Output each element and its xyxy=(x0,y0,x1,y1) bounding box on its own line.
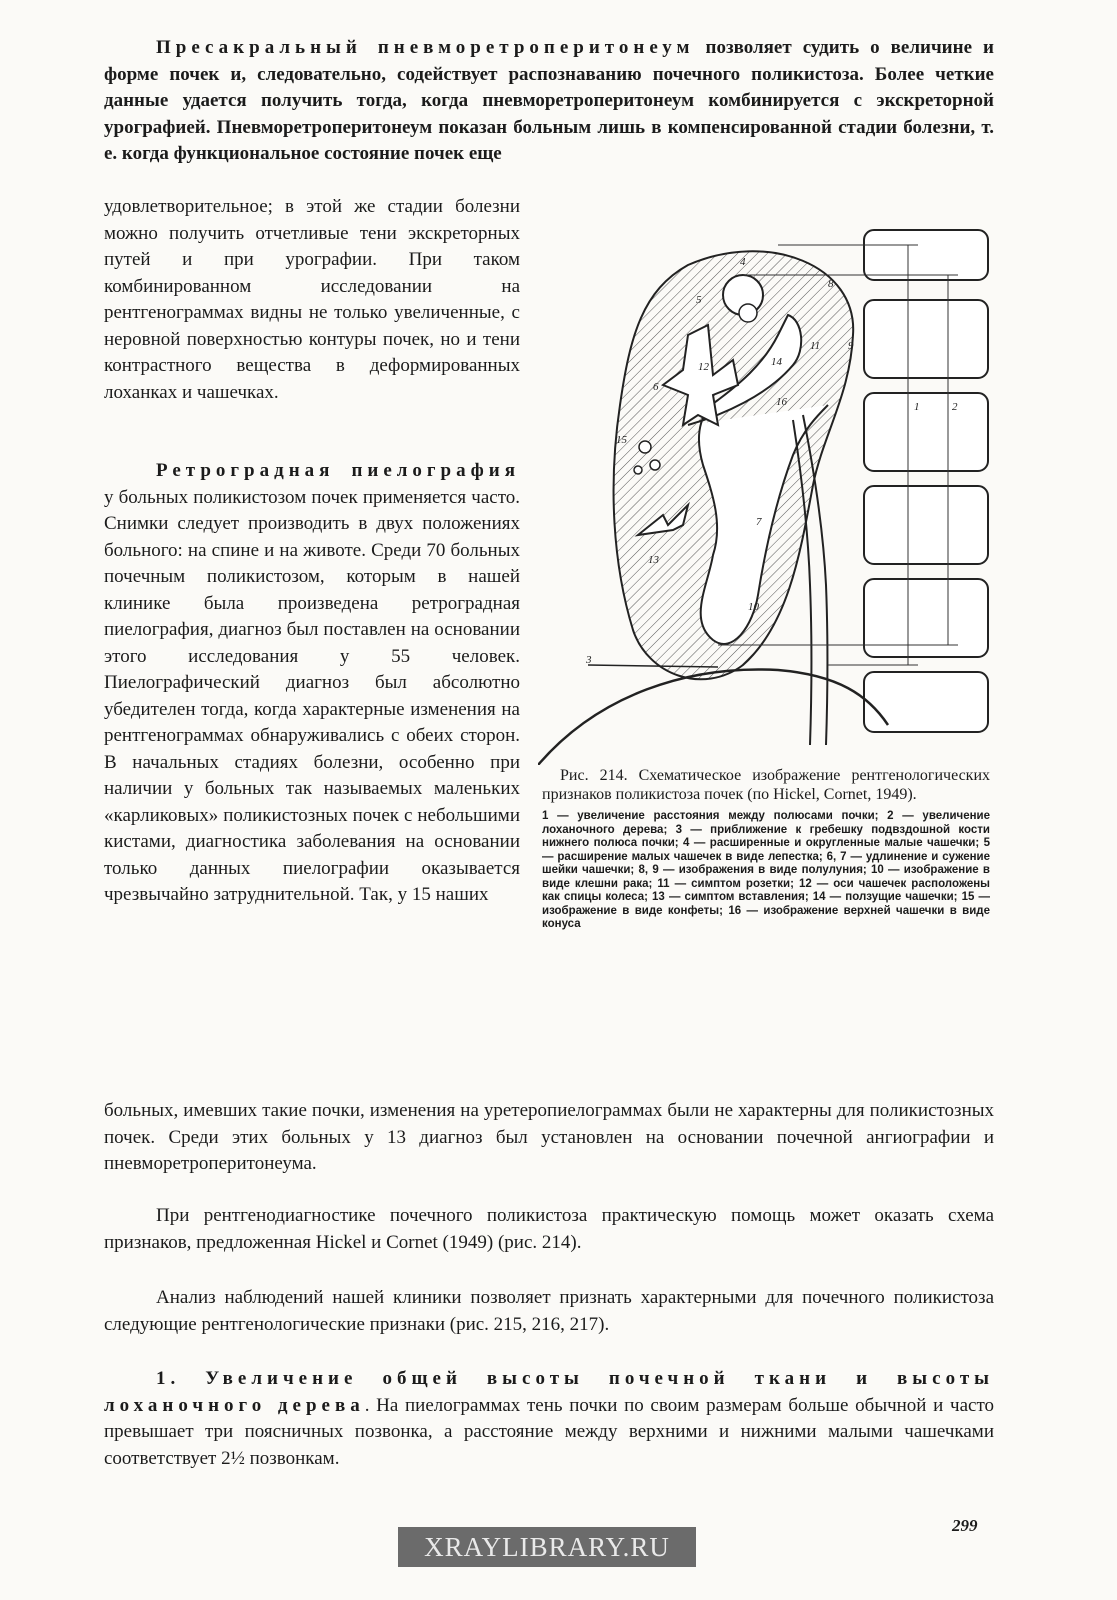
watermark: XRAYLIBRARY.RU xyxy=(398,1527,696,1567)
figure-label: 4 xyxy=(740,256,746,268)
figure-label: 10 xyxy=(748,601,759,613)
figure-label: 12 xyxy=(698,361,709,373)
spaced-term: Пресакральный пневморетроперитонеум xyxy=(156,37,695,58)
figure-label: 8 xyxy=(828,278,834,290)
page-number: 299 xyxy=(952,1516,978,1535)
iliac-crest xyxy=(538,669,888,765)
paragraph-hickel-scheme: При рентгенодиагностике почечного поликистоза практическую помощь может оказать схема признаков, предложенная Hickel и Cornet (1949) (рис. 214). xyxy=(104,1205,994,1253)
figure-label: 13 xyxy=(648,554,659,566)
paragraph-clinic-analysis: Анализ наблюдений нашей клиники позволяет признать характерными для почечного поликистоза следующие рентгенологические признаки (рис. 215, 216, 217). xyxy=(104,1287,994,1335)
figure-label: 3 xyxy=(586,654,592,666)
figure-label: 14 xyxy=(771,356,782,368)
figure-label: 7 xyxy=(756,516,762,528)
paragraph-pneumoretroperitoneum xyxy=(104,35,994,168)
paragraph-urography: удовлетворительное; в этой же стадии болезни можно получить отчетливые тени экскреторных путей и при урографии. При таком комбинированном исследовании на рентгенограммах видны не только увеличенные, с неровной поверхностью контуры почек, но и тени контрастного вещества в деформированных лоханках и чашечках. xyxy=(104,196,520,403)
kidney-schematic-figure xyxy=(538,225,1000,765)
caption-title: Рис. 214. Схематическое изображение рентгенологических признаков поликистоза почек (по Hickel, Cornet, 1949). xyxy=(542,767,990,803)
paragraph-retrograde-continued: больных, имевших такие почки, изменения на уретеропиелограммах были не характерны для поликистозных почек. Среди этих больных у 13 диагноз был установлен на основании почечной ангиографии и пневморетроперитонеума. xyxy=(104,1100,994,1174)
figure-label: 6 xyxy=(653,381,659,393)
figure-label: 16 xyxy=(776,396,787,408)
figure-label: 2 xyxy=(952,401,958,413)
figure-label: 9 xyxy=(848,340,854,352)
paragraph-text: позволяет судить о величине и форме почек и, следовательно, содействует распознаванию почечного поликистоза. Более четкие данные удается получить тогда, когда пневморетроперитонеум комбинируется с экскреторной урографией. Пневморетроперитонеум показан больным лишь в компенсированной стадии болезни, т. е. когда функциональное состояние почек еще xyxy=(104,37,994,164)
figure-caption xyxy=(542,766,990,932)
paragraph-sign-1 xyxy=(104,1366,994,1472)
figure-label: 15 xyxy=(616,434,627,446)
figure-label: 11 xyxy=(810,340,821,352)
paragraph-text: у больных поликистозом почек применяется часто. Снимки следует производить в двух положениях больного: на спине и на животе. Среди 70 больных почечным поликистозом, которым в нашей клинике была произведена ретроградная пиелография, диагноз был поставлен на основании этого исследования у 55 человек. Пиелографический диагноз был абсолютно убедителен тогда, когда характерные изменения на рентгенограммах обнаруживались с обеих сторон. В начальных стадиях болезни, особенно при наличии у больных так называемых маленьких «карликовых» поликистозных почек с небольшими кистами, диагностика заболевания на основании только данных пиелографии оказывается чрезвычайно затруднительной. Так, у 15 наших xyxy=(104,486,520,905)
spaced-term: Ретроградная пиелография xyxy=(156,460,520,481)
paragraph-text: . На пиелограммах тень почки по своим размерам больше обычной и часто превышает три поясничных позвонка, а расстояние между верхними и нижними малыми чашечками соответствует 2½ позвонкам. xyxy=(104,1394,994,1469)
figure-label: 1 xyxy=(914,401,920,413)
paragraph-retrograde-pyelography xyxy=(104,458,520,909)
spaced-term: 1. Увеличение общей высоты почечной ткани и высоты лоханочного дерева xyxy=(104,1368,994,1416)
figure-label: 5 xyxy=(696,294,702,306)
vertebrae xyxy=(864,230,988,732)
caption-legend: 1 — увеличение расстояния между полюсами почки; 2 — увеличение лоханочного дерева; 3 — приближение к гребешку подвздошной кости нижнего полюса почки; 4 — расширенные и округленные малые чашечки; 5 — расширение малых чашечек в виде лепестка; 6, 7 — удлинение и сужение шейки чашечки; 8, 9 — изображения в виде полулуния; 10 — изображение в виде клешни рака; 11 — симптом розетки; 12 — оси чашечек расположены как спицы колеса; 13 — симптом вставления; 14 — ползущие чашечки; 15 — изображение в виде конфеты; 16 — изображение верхней чашечки в виде конуса xyxy=(542,810,990,930)
